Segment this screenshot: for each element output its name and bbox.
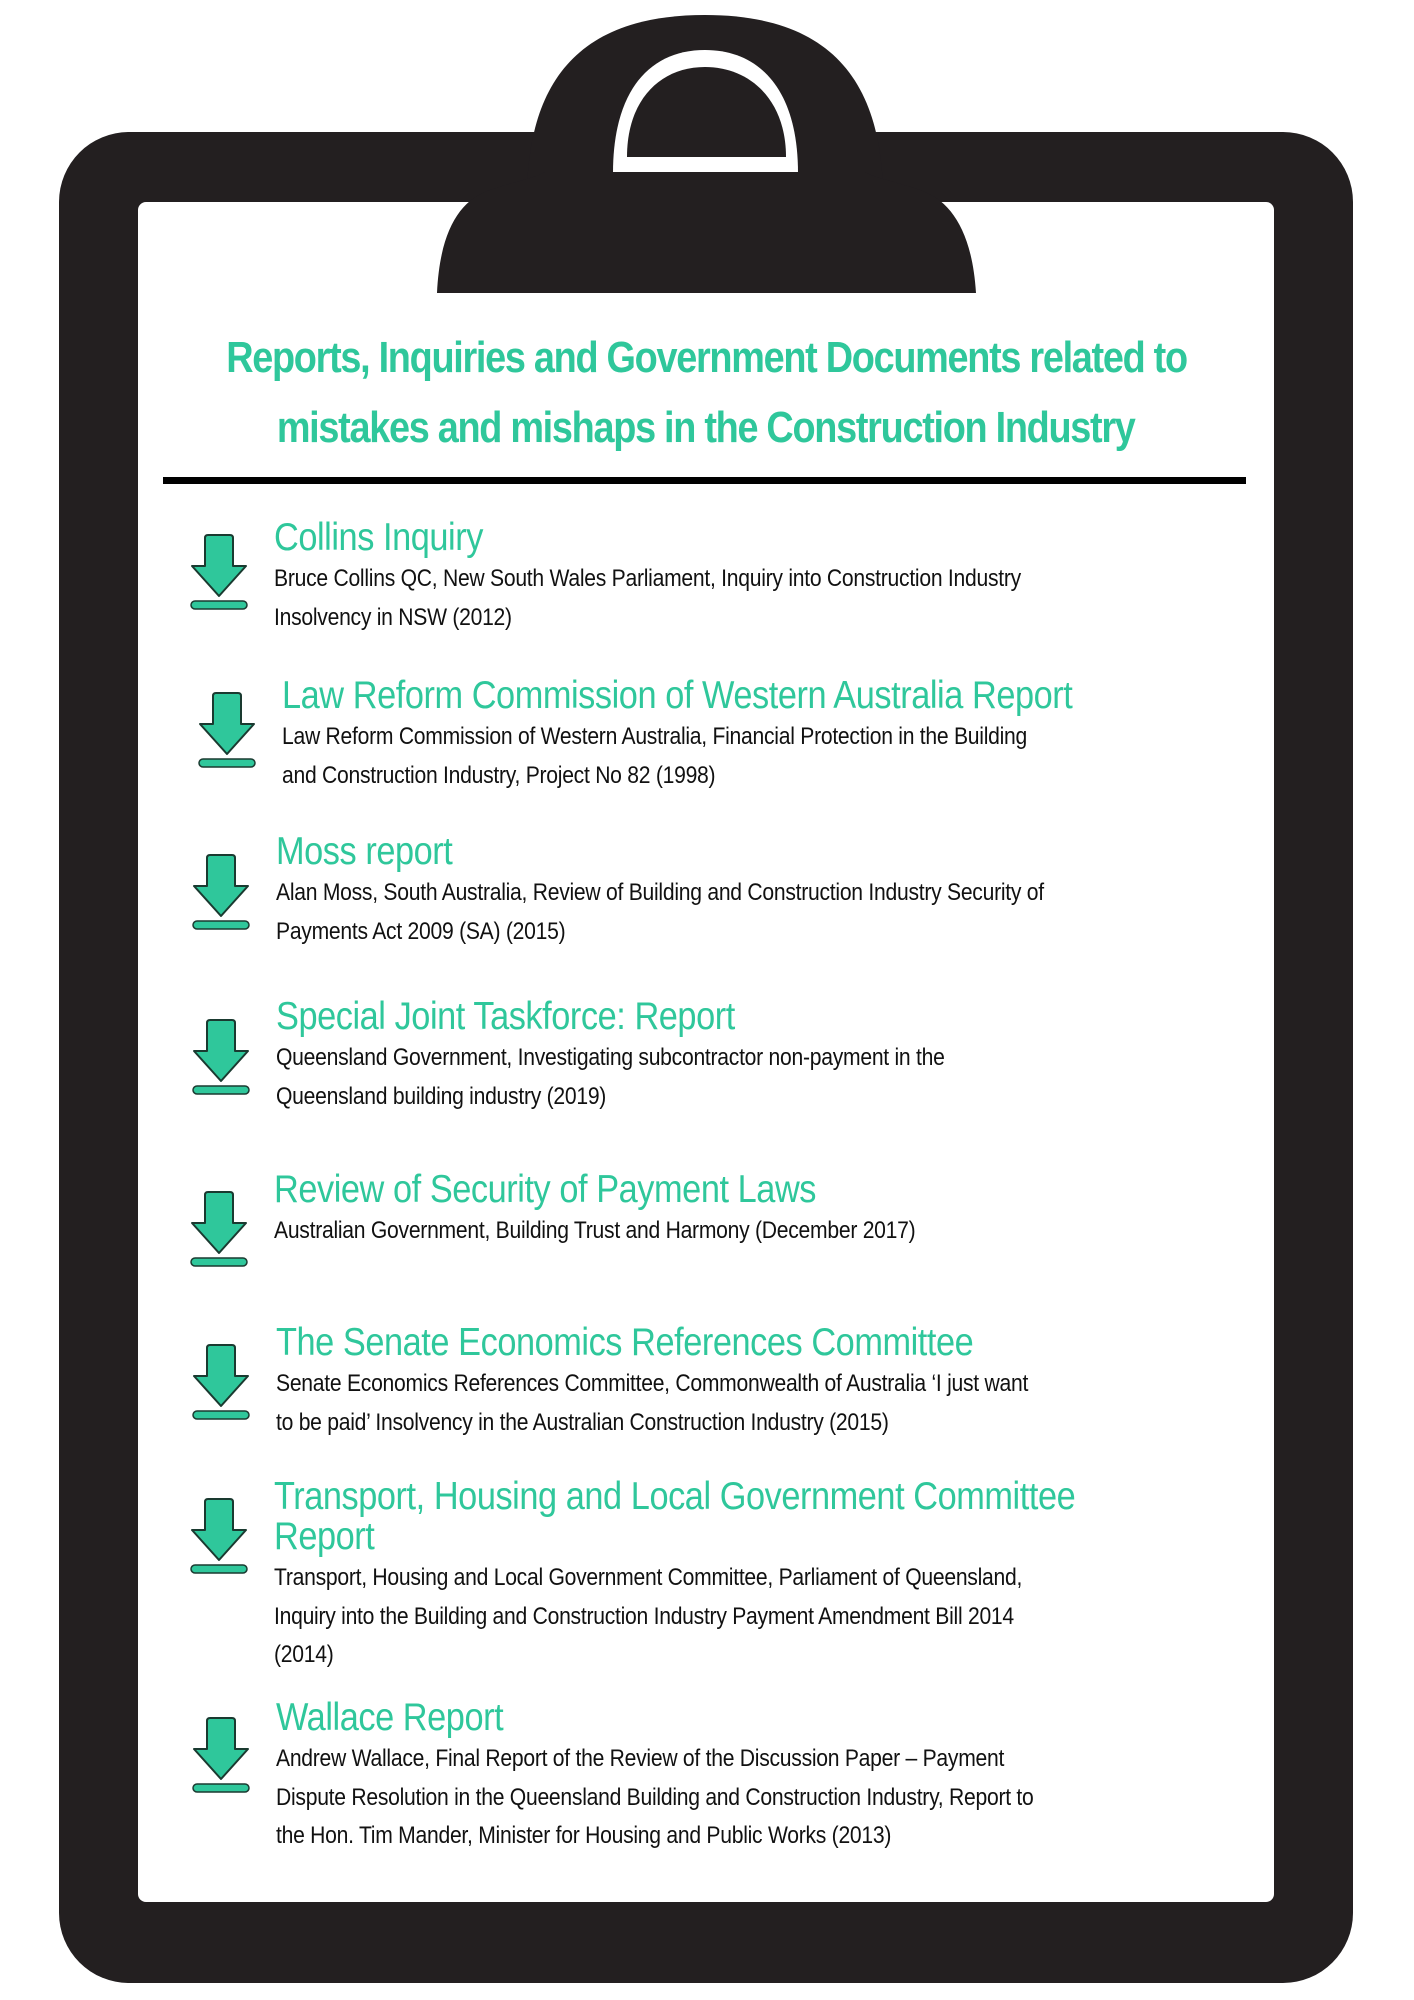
item-description-line: Dispute Resolution in the Queensland Building and Construction Industry, Report to (276, 1783, 1034, 1811)
item-text (274, 1170, 915, 1251)
item-heading[interactable]: Report (274, 1515, 375, 1558)
item-description-line: Queensland Government, Investigating subcontractor non-payment in the (276, 1044, 945, 1071)
download-arrow-icon[interactable] (188, 1189, 250, 1267)
item-description-line: (2014) (274, 1641, 334, 1668)
download-arrow-icon[interactable] (188, 1496, 250, 1574)
item-description-line: Australian Government, Building Trust and Harmony (December 2017) (274, 1217, 916, 1244)
download-arrow-icon[interactable] (188, 532, 250, 610)
item-text (276, 997, 945, 1116)
item-heading[interactable]: Wallace Report (276, 1696, 504, 1739)
item-description (276, 874, 1044, 951)
title-text: mistakes and mishaps in the Construction Industry (277, 403, 1135, 452)
item-heading[interactable]: Review of Security of Payment Laws (274, 1168, 817, 1211)
item-text (276, 1323, 1028, 1442)
item-text (276, 832, 1044, 951)
item-heading[interactable]: Special Joint Taskforce: Report (276, 995, 735, 1038)
item-description (282, 718, 1072, 795)
title-divider (163, 477, 1246, 484)
item-text (276, 1698, 1034, 1856)
item-description-line: and Construction Industry, Project No 82 (1998) (282, 761, 716, 789)
item-description-line: Queensland building industry (2019) (276, 1082, 607, 1110)
item-description (276, 1740, 1034, 1856)
clipboard-clip-icon (0, 0, 1414, 300)
item-description (274, 1212, 915, 1251)
item-description (274, 560, 1021, 637)
item-heading[interactable]: Moss report (276, 830, 453, 873)
download-arrow-icon[interactable] (190, 1342, 252, 1420)
item-text (274, 1477, 1075, 1675)
item-description-line: Senate Economics References Committee, Commonwealth of Australia ‘I just want (276, 1370, 1029, 1397)
item-description-line: Law Reform Commission of Western Australia, Financial Protection in the Building (282, 723, 1028, 750)
page-title-line-1 (138, 333, 1274, 383)
item-description-line: Alan Moss, South Australia, Review of Building and Construction Industry Security of (276, 879, 1044, 906)
title-text: Reports, Inquiries and Government Documents related to (225, 333, 1187, 382)
item-description-line: Bruce Collins QC, New South Wales Parliament, Inquiry into Construction Industry (274, 565, 1021, 592)
item-description-line: Inquiry into the Building and Construction Industry Payment Amendment Bill 2014 (274, 1602, 1014, 1630)
item-description-line: to be paid’ Insolvency in the Australian Construction Industry (2015) (276, 1408, 889, 1436)
item-heading[interactable]: The Senate Economics References Committee (276, 1321, 974, 1364)
item-description-line: the Hon. Tim Mander, Minister for Housing and Public Works (2013) (276, 1822, 892, 1849)
download-arrow-icon[interactable] (190, 852, 252, 930)
item-heading[interactable]: Transport, Housing and Local Government Committee (274, 1475, 1076, 1518)
item-heading[interactable]: Collins Inquiry (274, 516, 483, 559)
item-description-line: Andrew Wallace, Final Report of the Review of the Discussion Paper – Payment (276, 1745, 1005, 1772)
item-description (274, 1559, 1075, 1675)
item-description (276, 1039, 945, 1116)
item-description-line: Insolvency in NSW (2012) (274, 603, 512, 631)
item-text (274, 518, 1021, 637)
item-description-line: Payments Act 2009 (SA) (2015) (276, 917, 566, 945)
item-heading[interactable]: Law Reform Commission of Western Australia Report (282, 674, 1073, 717)
page-title-line-2 (138, 403, 1274, 453)
item-description (276, 1365, 1028, 1442)
item-text (282, 676, 1072, 795)
download-arrow-icon[interactable] (190, 1017, 252, 1095)
item-description-line: Transport, Housing and Local Government Committee, Parliament of Queensland, (274, 1564, 1023, 1591)
download-arrow-icon[interactable] (190, 1715, 252, 1793)
download-arrow-icon[interactable] (196, 690, 258, 768)
